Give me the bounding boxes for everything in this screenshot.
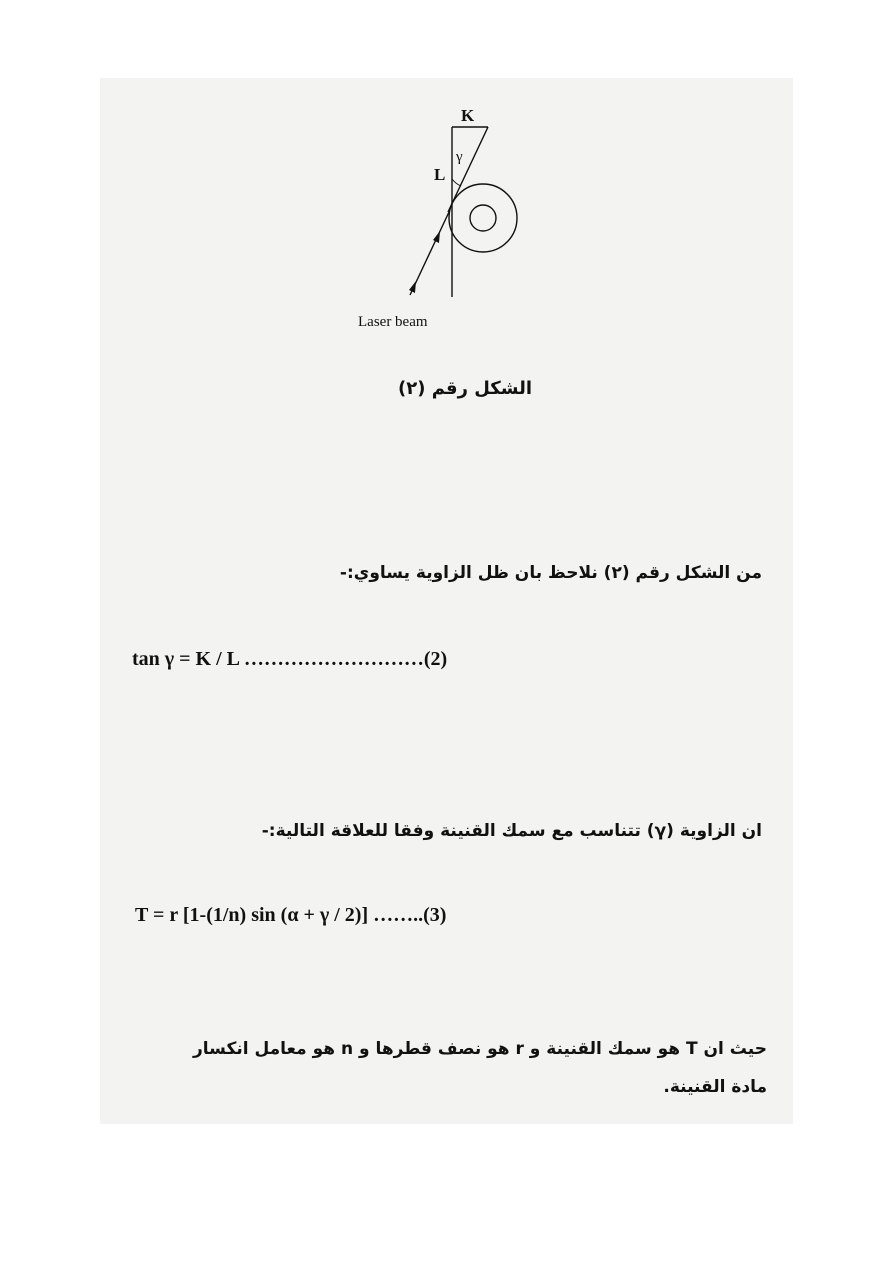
label-k: K [461,106,475,125]
paragraph-tangent-intro: من الشكل رقم (٢) نلاحظ بان ظل الزاوية يساوي:- [339,563,762,583]
equation-3: T = r [1-(1/n) sin (α + γ / 2)] ……..(3) [135,904,447,926]
equation-2: tan γ = K / L ………………………(2) [132,648,448,670]
laser-diagram [340,95,540,335]
beam-arrow-upper [433,231,440,243]
label-laser-beam: Laser beam [358,314,428,330]
bottle-outer-circle [449,184,517,252]
bottle-inner-circle [470,205,496,231]
laser-diagram-svg [340,95,540,335]
figure-caption: الشكل رقم (٢) [397,378,533,399]
label-l: L [434,165,446,184]
beam-arrow-lower [409,281,416,293]
paragraph-variable-definitions: حيث ان T هو سمك القنينة و r هو نصف قطرها و n هو معامل انكسار مادة القنينة. [192,1039,767,1097]
label-gamma: γ [456,149,463,165]
angle-arc [452,179,461,186]
paragraph-angle-relation: ان الزاوية (γ) تتناسب مع سمك القنينة وفقا للعلاقة التالية:- [261,821,762,841]
